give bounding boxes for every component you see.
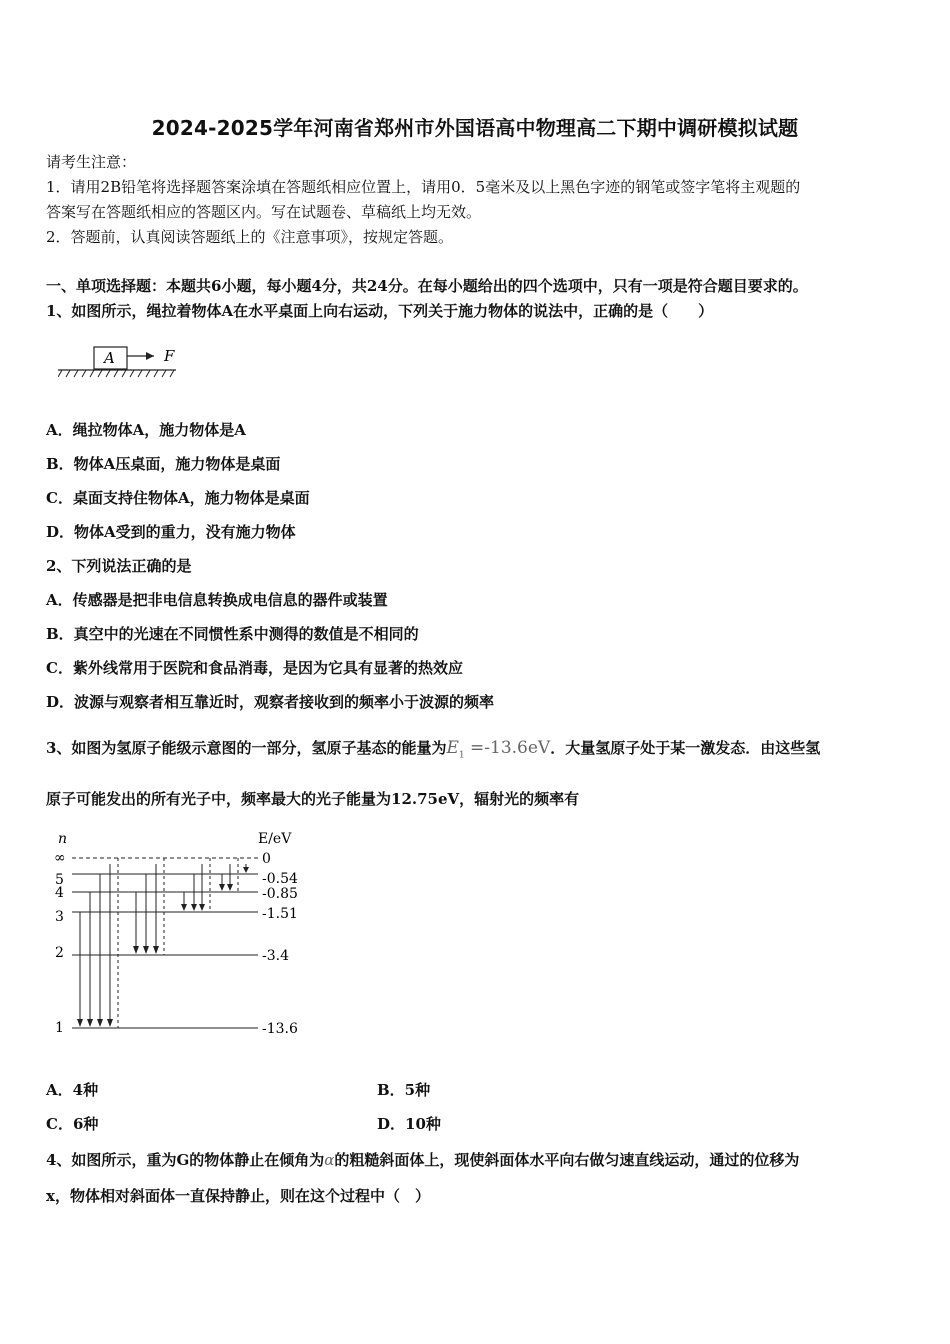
q3-stem-part1: 3、如图为氢原子能级示意图的一部分，氢原子基态的能量为 — [46, 739, 447, 757]
q1-stem: 1、如图所示，绳拉着物体A在水平桌面上向右运动，下列关于施力物体的说法中，正确的是（ ） — [46, 302, 714, 320]
q4-stem-cont: x，物体相对斜面体一直保持静止，则在这个过程中（ ） — [46, 1187, 430, 1205]
q3-option-b[interactable]: B．5种 — [377, 1081, 431, 1099]
q3-formula-sub: 1 — [458, 750, 465, 761]
q3-stem-part2: ．大量氢原子处于某一激发态．由这些氢 — [550, 739, 821, 757]
q4-stem — [46, 1150, 799, 1170]
q3-stem-cont: 原子可能发出的所有光子中，频率最大的光子能量为12.75eV，辐射光的频率有 — [46, 790, 580, 808]
energy-level-diagram — [46, 826, 316, 1042]
q2-option-b[interactable]: B．真空中的光速在不同惯性系中测得的数值是不相同的 — [46, 625, 419, 643]
q1-figure — [58, 340, 188, 382]
q1-option-d[interactable]: D．物体A受到的重力，没有施力物体 — [46, 523, 296, 541]
axis-e-label: E/eV — [258, 831, 292, 847]
notice-item-2: 2．答题前，认真阅读答题纸上的《注意事项》，按规定答题。 — [46, 228, 454, 246]
level-n-4: 4 — [55, 885, 64, 901]
level-n-1: 1 — [55, 1020, 64, 1036]
q2-option-a[interactable]: A．传感器是把非电信息转换成电信息的器件或装置 — [46, 591, 388, 609]
level-n-5: 5 — [55, 872, 64, 888]
level-e-3: -1.51 — [262, 906, 298, 922]
q2-option-c[interactable]: C．紫外线常用于医院和食品消毒，是因为它具有显著的热效应 — [46, 659, 463, 677]
q4-stem-part1: 4、如图所示，重为G的物体静止在倾角为 — [46, 1151, 325, 1169]
level-n-infinity: ∞ — [54, 850, 66, 866]
q3-formula-value: =-13.6eV — [464, 738, 551, 758]
section-heading: 一、单项选择题：本题共6小题，每小题4分，共24分。在每小题给出的四个选项中，只有一项是符合题目要求的。 — [46, 277, 808, 295]
transition-arrowheads — [77, 867, 249, 1027]
level-n-2: 2 — [55, 945, 64, 961]
table-hatching — [58, 370, 174, 377]
q3-option-c[interactable]: C．6种 — [46, 1115, 99, 1133]
force-arrow-head — [146, 352, 154, 360]
level-n-3: 3 — [55, 909, 64, 925]
notice-heading: 请考生注意： — [46, 153, 137, 171]
level-e-5: -0.54 — [262, 871, 298, 887]
q3-formula — [446, 738, 551, 761]
q2-option-d[interactable]: D．波源与观察者相互靠近时，观察者接收到的频率小于波源的频率 — [46, 693, 495, 711]
level-e-infinity: 0 — [262, 851, 271, 867]
q1-option-b[interactable]: B．物体A压桌面，施力物体是桌面 — [46, 455, 281, 473]
level-e-2: -3.4 — [262, 948, 289, 964]
q3-option-d[interactable]: D．10种 — [377, 1115, 441, 1133]
axis-n-label: n — [58, 831, 68, 847]
force-label: F — [164, 347, 175, 365]
q3-option-a[interactable]: A．4种 — [46, 1081, 99, 1099]
level-e-1: -13.6 — [262, 1021, 298, 1037]
page-title: 2024-2025学年河南省郑州市外国语高中物理高二下期中调研模拟试题 — [151, 116, 799, 140]
q2-stem: 2、下列说法正确的是 — [46, 557, 192, 575]
q3-formula-symbol: E — [446, 738, 459, 758]
q3-stem — [46, 738, 820, 765]
notice-item-1-cont: 答案写在答题纸相应的答题区内。写在试题卷、草稿纸上均无效。 — [46, 203, 482, 221]
q1-option-c[interactable]: C．桌面支持住物体A，施力物体是桌面 — [46, 489, 310, 507]
q4-alpha: α — [324, 1151, 335, 1169]
q4-stem-part2: 的粗糙斜面体上，现使斜面体水平向右做匀速直线运动，通过的位移为 — [334, 1151, 800, 1169]
level-e-4: -0.85 — [262, 886, 298, 902]
notice-item-1: 1．请用2B铅笔将选择题答案涂填在答题纸相应位置上，请用0．5毫米及以上黑色字迹的钢笔或签字笔将主观题的 — [46, 178, 801, 196]
q1-option-a[interactable]: A．绳拉物体A，施力物体是A — [46, 421, 246, 439]
block-a-label: A — [104, 349, 115, 367]
